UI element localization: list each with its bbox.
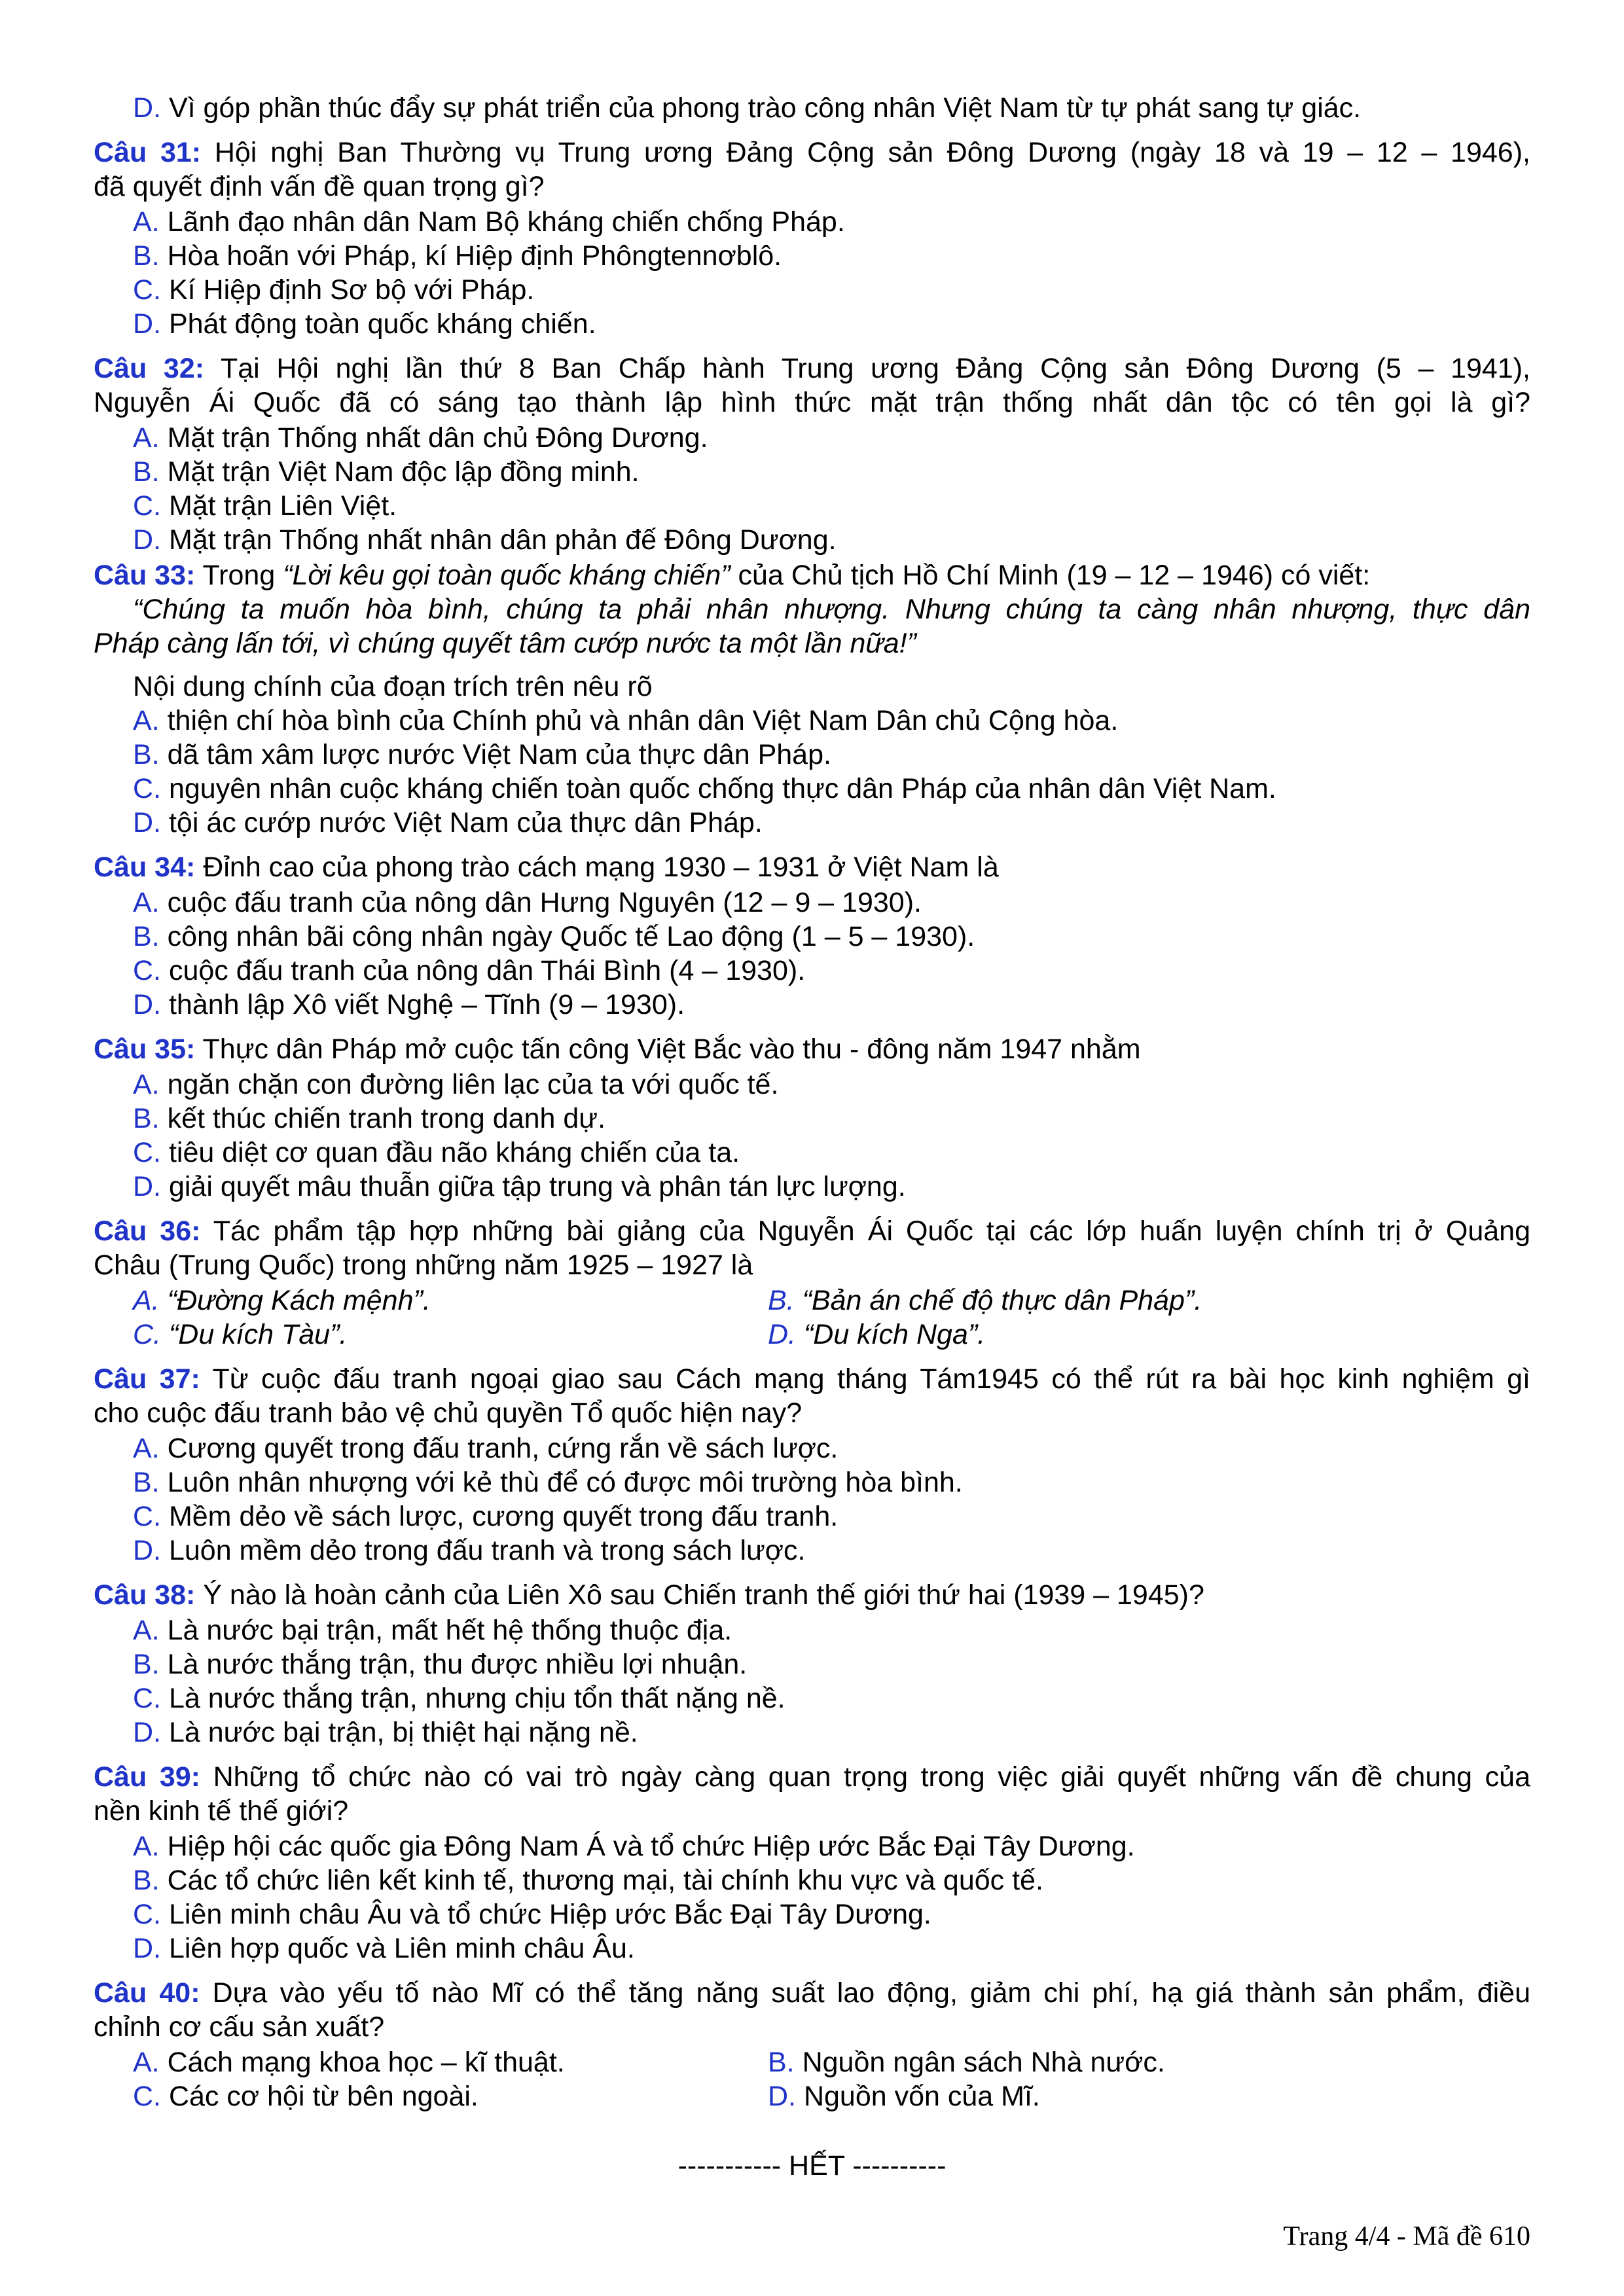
question-number: Câu 31: — [94, 137, 202, 168]
question-36-stem: Câu 36: Tác phẩm tập hợp những bài giảng của Nguyễn Ái Quốc tại các lớp huấn luyện chính trị ở Quảng — [94, 1215, 1530, 1247]
end-marker: ----------- HẾT ---------- — [677, 2150, 947, 2181]
question-37-option-d: D. Luôn mềm dẻo trong đấu tranh và trong sách lược. — [133, 1535, 806, 1566]
question-40-stem-cont: chỉnh cơ cấu sản xuất? — [94, 2011, 385, 2043]
question-34-option-d: D. thành lập Xô viết Nghệ – Tĩnh (9 – 1930). — [133, 989, 685, 1020]
question-37-stem: Câu 37: Từ cuộc đấu tranh ngoại giao sau Cách mạng tháng Tám1945 có thể rút ra bài học kinh nghiệm gì — [94, 1363, 1530, 1395]
question-32-option-b: B. Mặt trận Việt Nam độc lập đồng minh. — [133, 456, 640, 488]
question-33-quote-cont: Pháp càng lấn tới, vì chúng quyết tâm cướp nước ta một lần nữa!” — [94, 628, 916, 659]
speech-title: “Lời kêu gọi toàn quốc kháng chiến” — [283, 560, 731, 591]
question-37-option-c: C. Mềm dẻo về sách lược, cương quyết trong đấu tranh. — [133, 1501, 839, 1532]
question-35-option-d: D. giải quyết mâu thuẫn giữa tập trung và phân tán lực lượng. — [133, 1171, 906, 1202]
question-40-stem: Câu 40: Dựa vào yếu tố nào Mĩ có thể tăng năng suất lao động, giảm chi phí, hạ giá thành sản phẩm, điều — [94, 1977, 1530, 2009]
question-40-option-d: D. Nguồn vốn của Mĩ. — [768, 2081, 1040, 2112]
question-38-option-c: C. Là nước thắng trận, nhưng chịu tổn thất nặng nề. — [133, 1683, 785, 1714]
question-31-stem-cont: đã quyết định vấn đề quan trọng gì? — [94, 171, 545, 202]
question-37-option-b: B. Luôn nhân nhượng với kẻ thù để có được môi trường hòa bình. — [133, 1467, 963, 1498]
question-text: Hội nghị Ban Thường vụ Trung ương Đảng Cộng sản Đông Dương (ngày 18 và 19 – 12 – 1946), — [214, 137, 1530, 168]
question-36-option-a: A. “Đường Kách mệnh”. — [133, 1285, 431, 1316]
question-31-option-c: C. Kí Hiệp định Sơ bộ với Pháp. — [133, 274, 535, 306]
question-34-stem: Câu 34: Đỉnh cao của phong trào cách mạng 1930 – 1931 ở Việt Nam là — [94, 852, 999, 883]
question-32-option-a: A. Mặt trận Thống nhất dân chủ Đông Dương. — [133, 422, 708, 454]
question-40-option-b: B. Nguồn ngân sách Nhà nước. — [768, 2047, 1165, 2078]
question-38-stem: Câu 38: Ý nào là hoàn cảnh của Liên Xô sau Chiến tranh thế giới thứ hai (1939 – 1945)? — [94, 1579, 1204, 1611]
question-33-stem: Câu 33: Trong “Lời kêu gọi toàn quốc kháng chiến” của Chủ tịch Hồ Chí Minh (19 – 12 – 1946) có viết: — [94, 560, 1371, 591]
question-34-option-b: B. công nhân bãi công nhân ngày Quốc tế Lao động (1 – 5 – 1930). — [133, 921, 975, 952]
question-33-prompt: Nội dung chính của đoạn trích trên nêu rõ — [133, 671, 653, 702]
question-40-option-a: A. Cách mạng khoa học – kĩ thuật. — [133, 2047, 565, 2078]
question-34-option-a: A. cuộc đấu tranh của nông dân Hưng Nguyên (12 – 9 – 1930). — [133, 887, 922, 918]
question-37-option-a: A. Cương quyết trong đấu tranh, cứng rắn về sách lược. — [133, 1433, 839, 1464]
question-35-option-c: C. tiêu diệt cơ quan đầu não kháng chiến của ta. — [133, 1137, 740, 1168]
question-33-quote: “Chúng ta muốn hòa bình, chúng ta phải nhân nhượng. Nhưng chúng ta càng nhân nhượng, thực dân — [133, 594, 1530, 625]
question-32-option-d: D. Mặt trận Thống nhất nhân dân phản đế Đông Dương. — [133, 524, 837, 556]
question-36-stem-cont: Châu (Trung Quốc) trong những năm 1925 – 1927 là — [94, 1249, 753, 1281]
question-31-option-a: A. Lãnh đạo nhân dân Nam Bộ kháng chiến chống Pháp. — [133, 206, 845, 238]
option-label: D. — [133, 92, 161, 124]
question-37-stem-cont: cho cuộc đấu tranh bảo vệ chủ quyền Tổ quốc hiện nay? — [94, 1397, 803, 1429]
question-31-option-d: D. Phát động toàn quốc kháng chiến. — [133, 308, 596, 340]
question-33-option-c: C. nguyên nhân cuộc kháng chiến toàn quốc chống thực dân Pháp của nhân dân Việt Nam. — [133, 773, 1276, 804]
question-32-stem-cont: Nguyễn Ái Quốc đã có sáng tạo thành lập hình thức mặt trận thống nhất dân tộc có tên gọi là gì? — [94, 387, 1530, 418]
question-33-option-a: A. thiện chí hòa bình của Chính phủ và nhân dân Việt Nam Dân chủ Cộng hòa. — [133, 705, 1119, 736]
question-33-option-b: B. dã tâm xâm lược nước Việt Nam của thực dân Pháp. — [133, 739, 831, 770]
question-39-stem: Câu 39: Những tổ chức nào có vai trò ngày càng quan trọng trong việc giải quyết những vấn đề chung của — [94, 1761, 1530, 1793]
question-39-option-a: A. Hiệp hội các quốc gia Đông Nam Á và tổ chức Hiệp ước Bắc Đại Tây Dương. — [133, 1831, 1135, 1862]
question-33-option-d: D. tội ác cướp nước Việt Nam của thực dân Pháp. — [133, 807, 763, 838]
question-36-option-c: C. “Du kích Tàu”. — [133, 1319, 348, 1350]
question-35-stem: Câu 35: Thực dân Pháp mở cuộc tấn công Việt Bắc vào thu - đông năm 1947 nhằm — [94, 1033, 1141, 1065]
question-32-option-c: C. Mặt trận Liên Việt. — [133, 490, 397, 522]
option-text: Vì góp phần thúc đẩy sự phát triển của phong trào công nhân Việt Nam từ tự phát sang tự giác. — [168, 92, 1362, 124]
question-36-option-b: B. “Bản án chế độ thực dân Pháp”. — [768, 1285, 1202, 1316]
question-31-stem — [94, 135, 1530, 170]
question-39-option-c: C. Liên minh châu Âu và tổ chức Hiệp ước Bắc Đại Tây Dương. — [133, 1899, 931, 1930]
page-number: Trang 4/4 - Mã đề 610 — [1283, 2221, 1530, 2251]
question-38-option-a: A. Là nước bại trận, mất hết hệ thống thuộc địa. — [133, 1615, 732, 1646]
question-35-option-a: A. ngăn chặn con đường liên lạc của ta với quốc tế. — [133, 1069, 779, 1100]
question-32-stem: Câu 32: Tại Hội nghị lần thứ 8 Ban Chấp hành Trung ương Đảng Cộng sản Đông Dương (5 – 1941), — [94, 353, 1530, 384]
option-d-q30 — [133, 90, 1361, 126]
question-36-option-d: D. “Du kích Nga”. — [768, 1319, 986, 1350]
question-35-option-b: B. kết thúc chiến tranh trong danh dự. — [133, 1103, 606, 1134]
question-38-option-d: D. Là nước bại trận, bị thiệt hại nặng nề. — [133, 1717, 638, 1748]
question-34-option-c: C. cuộc đấu tranh của nông dân Thái Bình (4 – 1930). — [133, 955, 806, 986]
question-38-option-b: B. Là nước thắng trận, thu được nhiều lợi nhuận. — [133, 1649, 748, 1680]
question-39-stem-cont: nền kinh tế thế giới? — [94, 1795, 349, 1827]
question-40-option-c: C. Các cơ hội từ bên ngoài. — [133, 2081, 478, 2112]
question-39-option-d: D. Liên hợp quốc và Liên minh châu Âu. — [133, 1933, 635, 1964]
question-31-option-b: B. Hòa hoãn với Pháp, kí Hiệp định Phôngtennơblô. — [133, 240, 782, 272]
question-39-option-b: B. Các tổ chức liên kết kinh tế, thương mại, tài chính khu vực và quốc tế. — [133, 1865, 1043, 1896]
